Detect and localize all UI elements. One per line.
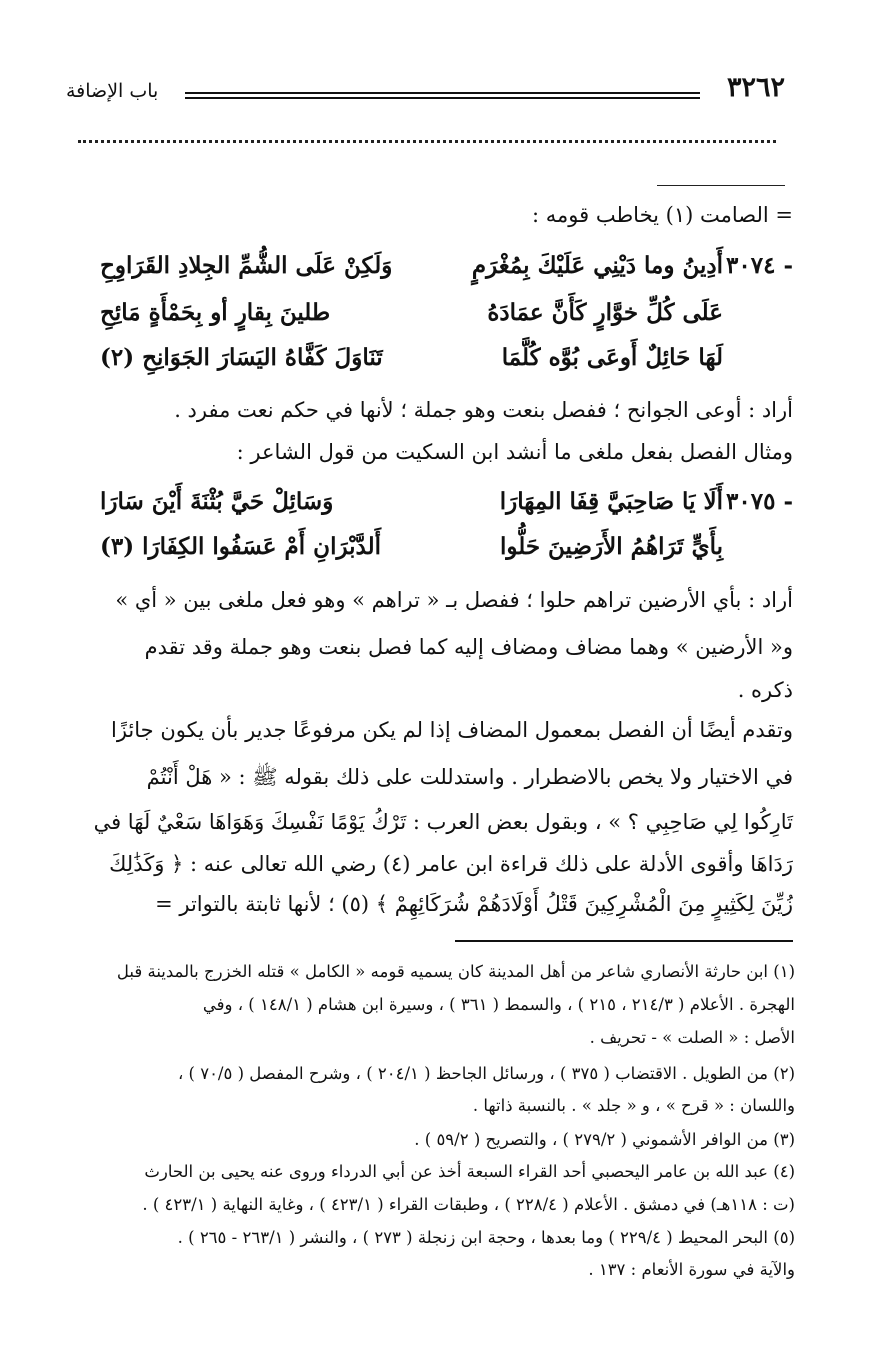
paragraph-2-line-3: ذكره . [737,678,793,702]
footnote-line: (٢) من الطويل . الاقتضاب ( ٣٧٥ ) ، ورسائل الجاحظ ( ٢٠٤/١ ) ، وشرح المفصل ( ٧٠/٥ ) ، [177,1064,795,1083]
verse-3074-hemistich-6: تَنَاوَلَ كَفَّاهُ اليَسَارَ الجَوَانِحِ (٢) [100,344,383,371]
verse-3075-number: ٣٠٧٥ - [726,488,793,515]
paragraph-1-line-2: ومثال الفصل بفعل ملغى ما أنشد ابن السكيت من قول الشاعر : [236,440,793,464]
verse-3075-hemistich-4: أَلدَّبْرَانِ أَمْ عَسَفُوا الكِفَارَا (٣) [100,533,382,560]
paragraph-3-line-2: في الاختيار ولا يخص بالاضطرار . واستدللت على ذلك بقوله ﷺ : « هَلْ أَنْتُمْ [146,765,793,789]
footnote-rule [455,940,793,942]
verse-3074-hemistich-1: أَدِينُ وما دَيْنِي عَلَيْكَ بِمُغْرَمٍ [471,252,723,279]
chapter-title: باب الإضافة [66,80,159,102]
footnote-line: واللسان : « قرح » ، و « جلد » . بالنسبة ذاتها . [472,1096,795,1115]
footnote-line: (١) ابن حارثة الأنصاري شاعر من أهل المدينة كان يسميه قومه « الكامل » قتله الخزرج بالمدينة قبل [116,962,795,981]
footnote-line: الهجرة . الأعلام ( ٢١٤/٣ ، ٢١٥ ) ، والسمط ( ٣٦١ ) ، وسيرة ابن هشام ( ١٤٨/١ ) ، وفي [202,995,795,1014]
verse-3074-hemistich-4: طلينَ بِقارٍ أو بِحَمْأَةٍ مَائِحِ [100,299,331,326]
verse-3075-hemistich-1: أَلَا يَا صَاحِبَيَّ قِفَا المِهَارَا [499,488,723,515]
footnote-line: (٥) البحر المحيط ( ٢٢٩/٤ ) وما بعدها ، وحجة ابن زنجلة ( ٢٧٣ ) ، والنشر ( ٢٦٣/١ - ٢٦٥ ) . [177,1228,795,1247]
verse-3074-hemistich-3: عَلَى كُلِّ خوَّارٍ كَأَنَّ عمَادَهُ [487,299,723,326]
verse-3074-number: ٣٠٧٤ - [726,252,793,279]
section-short-rule [657,185,785,186]
verse-3075-hemistich-2: وَسَائِلْ حَيَّ بُثْنَةَ أَيْنَ سَارَا [100,488,334,515]
footnote-line: (٣) من الوافر الأشموني ( ٢٧٩/٢ ) ، والتصريح ( ٥٩/٢ ) . [414,1130,795,1149]
dotted-separator [78,140,776,143]
footnote-line: (ت : ١١٨هـ) في دمشق . الأعلام ( ٢٢٨/٤ ) ، وطبقات القراء ( ٤٢٣/١ ) ، وغاية النهاية ( ٤٢٣/١ ) . [142,1195,795,1214]
footnote-line: والآية في سورة الأنعام : ١٣٧ . [588,1260,795,1279]
paragraph-2-line-1: أراد : بأي الأرضين تراهم حلوا ؛ ففصل بـ « تراهم » وهو فعل ملغى بين « أي » [115,588,793,612]
paragraph-3-line-4: رَدَاهَا وأقوى الأدلة على ذلك قراءة ابن عامر (٤) رضي الله تعالى عنه : ﴿ وَكَذَٰلِكَ [109,852,793,876]
verse-3074-hemistich-2: وَلَكِنْ عَلَى الشُّمِّ الجِلادِ القَرَاوِحِ [100,252,393,279]
footnote-line: الأصل : « الصلت » - تحريف . [589,1028,795,1047]
verse-3074-hemistich-5: لَهَا حَائِلٌ أَوعَى بُوَّه كُلَّمَا [501,344,723,371]
header-rule-lower [185,97,700,99]
verse-3075-hemistich-3: بِأَيٍّ تَرَاهُمُ الأَرَضِينَ حَلُّوا [499,533,723,560]
paragraph-3-line-1: وتقدم أيضًا أن الفصل بمعمول المضاف إذا لم يكن مرفوعًا جدير بأن يكون جائزًا [111,718,793,742]
page-number: ٣٢٦٢ [726,72,785,103]
paragraph-3-line-5: زُيِّنَ لِكَثِيرٍ مِنَ الْمُشْرِكِينَ قَتْلُ أَوْلَادَهُمْ شُرَكَائِهِمْ ﴾ (٥) ؛ لأنها ثابتة بالتواتر = [155,892,793,916]
paragraph-2-line-2: و« الأرضين » وهما مضاف ومضاف إليه كما فصل بنعت وهو جملة وقد تقدم [144,635,793,659]
paragraph-3-line-3: تَارِكُوا لِي صَاحِبِي ؟ » ، وبقول بعض العرب : تَرْكُ يَوْمًا نَفْسِكَ وَهَوَاهَا سَعْيٌ لَهَا في [93,810,793,834]
intro-line: = الصامت (١) يخاطب قومه : [532,203,793,227]
footnote-line: (٤) عبد الله بن عامر اليحصبي أحد القراء السبعة أخذ عن أبي الدرداء وروى عنه يحيى بن الحارث [144,1162,795,1181]
header-rule [185,92,700,94]
paragraph-1-line-1: أراد : أوعى الجوانح ؛ ففصل بنعت وهو جملة ؛ لأنها في حكم نعت مفرد . [174,398,793,422]
